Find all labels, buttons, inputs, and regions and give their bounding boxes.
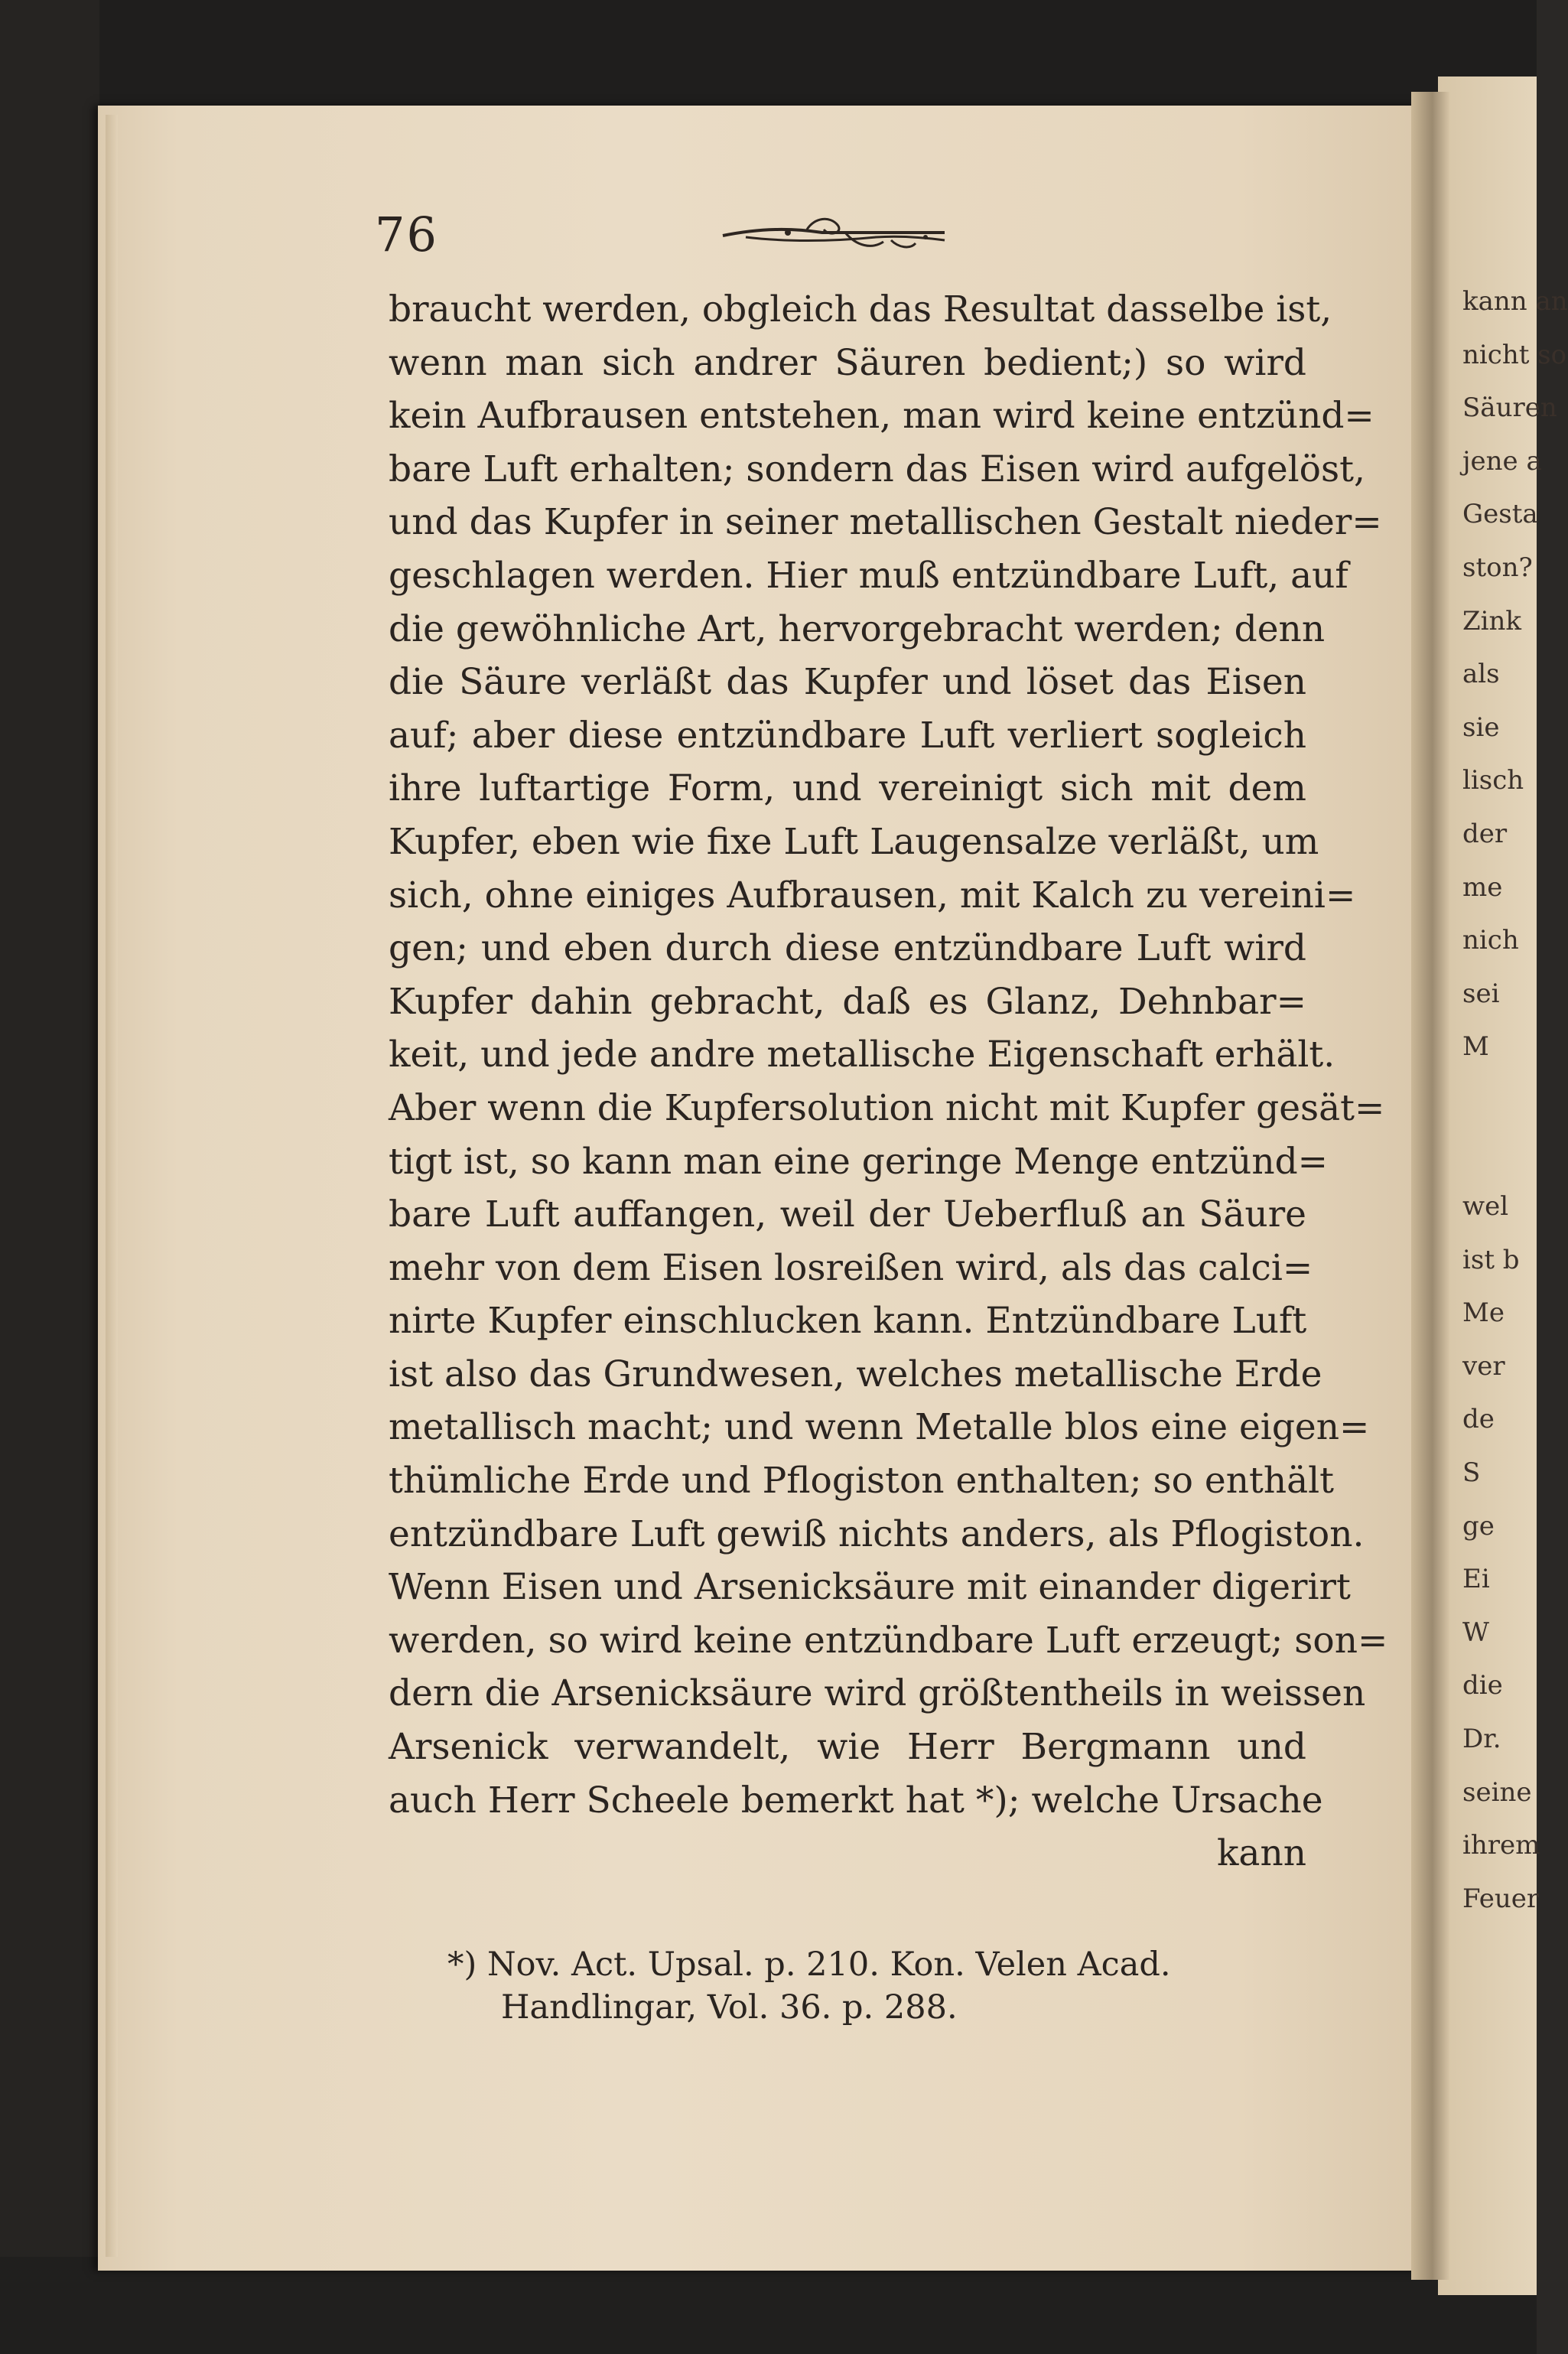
fragment-line: nich [1462,925,1519,956]
fragment-line: wel [1462,1191,1509,1223]
fragment-line: jene a [1462,445,1542,477]
page-body-text [389,283,1388,1880]
fragment-line: ver [1462,1350,1505,1382]
ornament-icon [715,207,960,260]
fragment-line: ihrem [1462,1830,1540,1861]
text-line: Aber wenn die Kupfersolution nicht mit Kupfer gesät= [389,1086,1385,1129]
catchword: kann [1216,1832,1306,1875]
fragment-line: ist b [1462,1244,1520,1275]
fragment-line: die [1462,1670,1503,1701]
fragment-line: nicht so [1462,339,1567,370]
text-line: metallisch macht; und wenn Metalle blos eine eigen= [389,1406,1370,1449]
fragment-line: W [1462,1617,1489,1648]
fragment-line: Me [1462,1297,1505,1329]
text-line: wenn man sich andrer Säuren bedient;) so wird [389,341,1306,384]
fragment-line: me [1462,871,1503,903]
text-line: bare Luft erhalten; sondern das Eisen wird aufgelöst, [389,448,1365,490]
page-edge [106,115,118,2257]
text-line: ist also das Grundwesen, welches metallische Erde [389,1353,1322,1395]
text-line: dern die Arsenicksäure wird größtentheils in weissen [389,1672,1366,1715]
fragment-line: Zink [1462,605,1521,637]
text-line: entzündbare Luft gewiß nichts anders, als Pflogiston. [389,1512,1365,1555]
fragment-line: sie [1462,711,1500,743]
text-line: gen; und eben durch diese entzündbare Luft wird [389,927,1306,970]
text-line: bare Luft auffangen, weil der Ueberfluß an Säure [389,1193,1306,1236]
fragment-line: lisch [1462,765,1524,796]
text-line: die Säure verläßt das Kupfer und löset das Eisen [389,661,1306,704]
text-line: Kupfer, eben wie fixe Luft Laugensalze verläßt, um [389,820,1319,863]
fragment-line [1462,1074,1535,1128]
fragment-line: M [1462,1031,1489,1063]
fragment-line: kann an [1462,286,1568,317]
book-gutter [1411,92,1449,2280]
fragment-line: ge [1462,1510,1495,1542]
text-line: die gewöhnliche Art, hervorgebracht werden; denn [389,607,1326,650]
text-line: Arsenick verwandelt, wie Herr Bergmann und [389,1726,1306,1769]
text-line: Kupfer dahin gebracht, daß es Glanz, Dehnbar= [389,980,1306,1023]
fragment-line: Ei [1462,1564,1490,1595]
backdrop-left [0,0,99,2354]
text-line: keit, und jede andre metallische Eigenschaft erhält. [389,1034,1335,1076]
text-line: ihre luftartige Form, und vereinigt sich mit dem [389,767,1306,810]
fragment-line: S [1462,1457,1481,1489]
fragment-line: ston? [1462,552,1533,583]
fragment-line: Dr. [1462,1724,1501,1755]
fragment-line: sei [1462,978,1500,1009]
fragment-line [1462,1128,1535,1181]
text-line: braucht werden, obgleich das Resultat dasselbe ist, [389,288,1332,330]
text-line: mehr von dem Eisen losreißen wird, als das calci= [389,1246,1313,1289]
fragment-line: Säuren [1462,392,1557,424]
text-line: geschlagen werden. Hier muß entzündbare Luft, auf [389,554,1348,597]
next-page-text-fragments [1462,275,1568,1926]
fragment-line: als [1462,659,1500,690]
backdrop-bottom [0,2257,1537,2354]
fragment-line: der [1462,818,1508,849]
fragment-line: Gesta [1462,499,1538,530]
text-line: nirte Kupfer einschlucken kann. Entzündbare Luft [389,1300,1307,1343]
text-line: kein Aufbrausen entstehen, man wird keine entzünd= [389,395,1374,438]
footnote-line: *) Nov. Act. Upsal. p. 210. Kon. Velen Acad. [447,1945,1171,1984]
fragment-line: Feuer [1462,1883,1540,1914]
text-line: auf; aber diese entzündbare Luft verliert sogleich [389,714,1306,757]
text-line: thümliche Erde und Pflogiston enthalten; so enthält [389,1460,1335,1503]
text-line: tigt ist, so kann man eine geringe Menge entzünd= [389,1140,1329,1183]
backdrop-top [0,0,1537,115]
text-line: Wenn Eisen und Arsenicksäure mit einander digerirt [389,1566,1351,1609]
text-line: werden, so wird keine entzündbare Luft erzeugt; son= [389,1619,1388,1662]
text-line: und das Kupfer in seiner metallischen Gestalt nieder= [389,501,1382,544]
text-line: sich, ohne einiges Aufbrausen, mit Kalch zu vereini= [389,874,1356,917]
fragment-line: seine [1462,1776,1532,1808]
footnote-line: Handlingar, Vol. 36. p. 288. [501,1988,958,2027]
text-line: auch Herr Scheele bemerkt hat *); welche Ursache [389,1779,1323,1822]
page-number: 76 [375,207,438,262]
fragment-line: de [1462,1404,1495,1435]
footnote [447,1943,1312,2029]
